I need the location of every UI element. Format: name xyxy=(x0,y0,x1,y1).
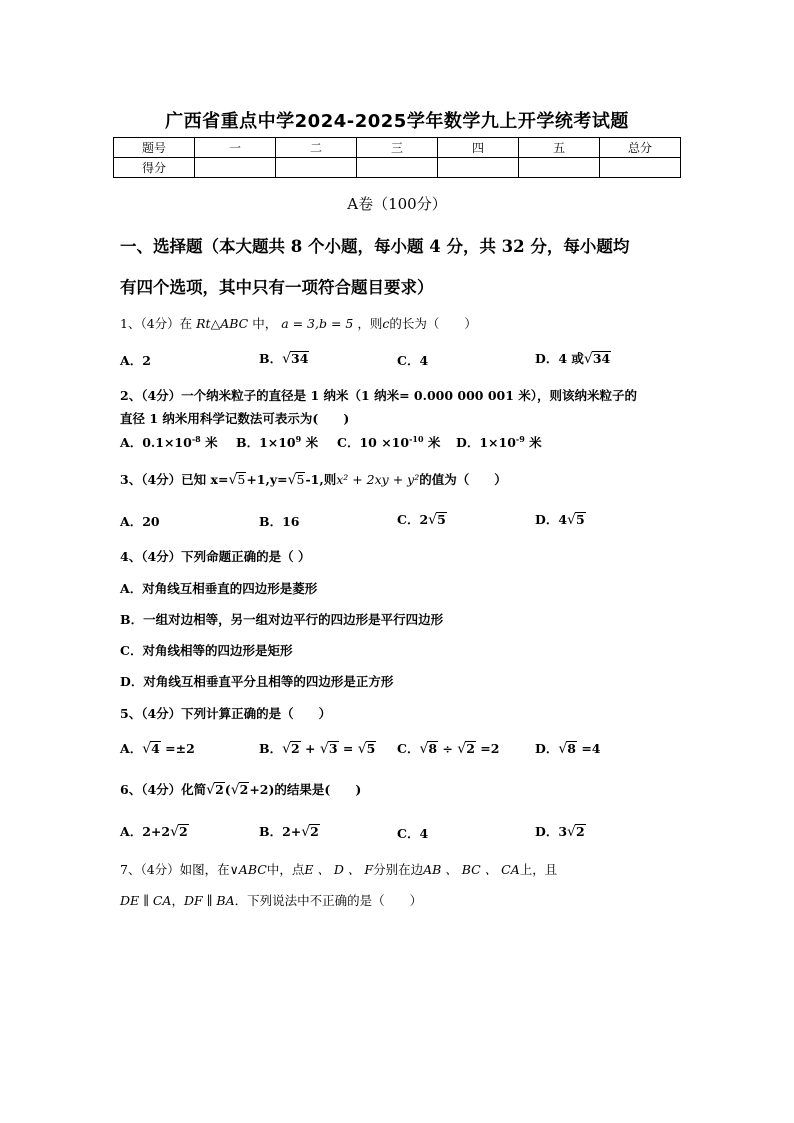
q1-b-pre: B． xyxy=(259,351,283,366)
q5-c-div: ÷ xyxy=(438,741,458,756)
sqrt-sign: √ xyxy=(170,824,179,840)
q5-b-pre: B． xyxy=(259,741,283,756)
q6-option-d xyxy=(535,822,586,840)
q2-c-unit: 米 xyxy=(423,435,441,450)
q7-triangle: ∨ABC xyxy=(229,862,267,877)
table-cell: 题号 xyxy=(114,138,195,158)
question-7-line2 xyxy=(120,891,422,909)
score-table-header xyxy=(114,138,681,158)
sqrt-sign: √ xyxy=(583,351,593,367)
q7-pre: 7、（4分）如图，在 xyxy=(120,862,230,877)
q5-option-c xyxy=(397,739,499,757)
q3-pre: 3、（4分）已知 x= xyxy=(120,472,229,487)
q1-triangle: Rt△ABC xyxy=(196,316,249,331)
sqrt-sign: √ xyxy=(428,512,438,528)
q1-option-c: C．4 xyxy=(397,353,429,368)
score-cell[interactable] xyxy=(357,158,438,178)
score-cell[interactable] xyxy=(600,158,681,178)
q5-d-pre: D． xyxy=(535,741,559,756)
question-5-stem: 5、（4分）下列计算正确的是（ ） xyxy=(120,706,332,721)
q3-d-pre: D．4 xyxy=(535,512,568,527)
q2-a-exp: -8 xyxy=(191,433,201,444)
q2-a-base: A．0.1×10 xyxy=(120,435,192,450)
q1-end: 的长为（ ） xyxy=(389,316,477,331)
q7-mid: 中，点 xyxy=(266,862,305,877)
q3-y-radicand: 5 xyxy=(296,472,305,487)
q6-end: +2)的结果是( ) xyxy=(249,782,362,797)
score-cell[interactable] xyxy=(438,158,519,178)
q1-d-radicand: 34 xyxy=(592,351,611,366)
table-cell: 五 xyxy=(519,138,600,158)
q2-c-base: C．10 ×10 xyxy=(337,435,410,450)
question-7-line1 xyxy=(120,860,557,878)
q5-c-r1: 8 xyxy=(428,741,438,756)
q3-d-radicand: 5 xyxy=(575,512,585,527)
score-table-row xyxy=(114,158,681,178)
q5-b-plus: + xyxy=(300,741,320,756)
q7-end: 上，且 xyxy=(519,862,558,877)
q6-pre: 6、（4分）化简 xyxy=(120,782,207,797)
q1-var: c xyxy=(382,316,390,331)
sqrt-sign: √ xyxy=(282,741,291,757)
q2-option-d xyxy=(456,433,542,451)
q1-option-b xyxy=(259,349,309,367)
q2-d-base: D．1×10 xyxy=(456,435,516,450)
q3-mid: +1,y= xyxy=(246,472,288,487)
score-cell[interactable] xyxy=(195,158,276,178)
table-cell: 三 xyxy=(357,138,438,158)
question-6-stem xyxy=(120,780,361,798)
q4-option-a: A．对角线互相垂直的四边形是菱形 xyxy=(120,581,318,596)
q5-option-b xyxy=(259,739,376,757)
q6-option-a xyxy=(120,822,189,840)
q5-d-post: =4 xyxy=(576,741,601,756)
q7-parallel-2: DF ∥ BA xyxy=(183,893,235,908)
q1-option-d xyxy=(535,349,611,367)
q1-pre: 1、（4分）在 xyxy=(120,316,193,331)
q7-comma: ， xyxy=(171,893,184,908)
q5-a-post: =±2 xyxy=(160,741,195,756)
q4-option-c: C．对角线相等的四边形是矩形 xyxy=(120,643,293,658)
q6-b-pre: B．2+ xyxy=(259,824,302,839)
q5-b-eq: = xyxy=(338,741,358,756)
q6-d-pre: D．3 xyxy=(535,824,568,839)
sqrt-sign: √ xyxy=(457,741,467,757)
q1-mid: 中， xyxy=(252,316,278,331)
sqrt-sign: √ xyxy=(558,741,568,757)
q6-option-b xyxy=(259,822,320,840)
q2-a-unit: 米 xyxy=(200,435,218,450)
q3-option-a: A．20 xyxy=(120,514,160,529)
sqrt-sign: √ xyxy=(230,782,240,798)
q2-option-c xyxy=(337,433,440,451)
q3-c-radicand: 5 xyxy=(437,512,446,527)
q2-c-exp: -10 xyxy=(409,433,424,444)
q1-condition: a = 3,b = 5 xyxy=(281,316,354,331)
q2-option-b xyxy=(236,433,318,451)
q5-c-pre: C． xyxy=(397,741,420,756)
q3-option-b: B．16 xyxy=(259,514,300,529)
q3-expression: x² + 2xy + y² xyxy=(336,472,420,487)
q6-rad2: 2 xyxy=(239,782,249,797)
q2-option-a xyxy=(120,433,218,451)
sqrt-sign: √ xyxy=(419,741,429,757)
q6-rad1: 2 xyxy=(215,782,224,797)
q4-option-b: B．一组对边相等，另一组对边平行的四边形是平行四边形 xyxy=(120,612,444,627)
section-heading-line2: 有四个选项，其中只有一项符合题目要求） xyxy=(120,278,434,297)
q1-b-radicand: 34 xyxy=(291,351,309,366)
section-heading-line1: 一、选择题（本大题共 8 个小题，每小题 4 分，共 32 分，每小题均 xyxy=(120,237,630,256)
q6-b-radicand: 2 xyxy=(310,824,319,839)
q6-mid: ( xyxy=(224,782,231,797)
sqrt-sign: √ xyxy=(357,741,367,757)
q2-b-base: B．1×10 xyxy=(236,435,296,450)
q5-b-r1: 2 xyxy=(291,741,300,756)
q3-option-c xyxy=(397,510,447,528)
table-cell: 二 xyxy=(276,138,357,158)
q7-mid2: 分别在边 xyxy=(373,862,424,877)
q3-option-d xyxy=(535,510,586,528)
table-cell: 一 xyxy=(195,138,276,158)
q6-a-radicand: 2 xyxy=(179,824,188,839)
q5-d-radicand: 8 xyxy=(567,741,576,756)
sqrt-sign: √ xyxy=(567,512,576,528)
q5-a-radicand: 4 xyxy=(151,741,160,756)
sqrt-sign: √ xyxy=(282,351,291,367)
q5-b-r2: 3 xyxy=(328,741,338,756)
q5-c-r2: 2 xyxy=(466,741,475,756)
q5-option-d xyxy=(535,739,601,757)
q6-d-radicand: 2 xyxy=(575,824,585,839)
q3-end: 的值为（ ） xyxy=(419,472,507,487)
q2-d-unit: 米 xyxy=(524,435,542,450)
table-cell: 四 xyxy=(438,138,519,158)
q7-sides: AB 、 BC 、 CA xyxy=(423,862,520,877)
sqrt-sign: √ xyxy=(228,472,238,488)
q2-b-unit: 米 xyxy=(301,435,319,450)
score-cell[interactable] xyxy=(519,158,600,178)
q2-d-exp: -9 xyxy=(515,433,525,444)
q3-x-radicand: 5 xyxy=(237,472,246,487)
q2-b-exp: 9 xyxy=(295,433,302,444)
paper-a-heading: A卷（100分） xyxy=(347,195,447,213)
question-2-line2: 直径 1 纳米用科学记数法可表示为( ) xyxy=(120,411,350,426)
exam-title: 广西省重点中学2024-2025学年数学九上开学统考试题 xyxy=(165,111,629,132)
question-1-stem xyxy=(120,314,477,332)
q3-mid2: -1,则 xyxy=(305,472,337,487)
q5-b-r3: 5 xyxy=(366,741,376,756)
sqrt-sign: √ xyxy=(206,782,216,798)
table-cell: 总分 xyxy=(600,138,681,158)
question-4-stem: 4、（4分）下列命题正确的是（ ） xyxy=(120,549,311,564)
q6-a-pre: A．2+2 xyxy=(120,824,171,839)
score-cell[interactable] xyxy=(276,158,357,178)
q5-c-post: =2 xyxy=(475,741,500,756)
q5-option-a xyxy=(120,739,195,757)
sqrt-sign: √ xyxy=(142,741,152,757)
q6-option-c: C．4 xyxy=(397,826,429,841)
sqrt-sign: √ xyxy=(567,824,576,840)
q7-line2-end: ．下列说法中不正确的是（ ） xyxy=(234,893,423,908)
question-2-line1: 2、（4分）一个纳米粒子的直径是 1 纳米（1 纳米= 0.000 000 001 米），则该纳米粒子的 xyxy=(120,388,638,403)
q7-points: E 、 D 、 F xyxy=(304,862,374,877)
sqrt-sign: √ xyxy=(301,824,311,840)
q1-option-a: A．2 xyxy=(120,353,151,368)
table-cell: 得分 xyxy=(114,158,195,178)
q4-option-d: D．对角线互相垂直平分且相等的四边形是正方形 xyxy=(120,674,394,689)
q5-a-pre: A． xyxy=(120,741,143,756)
q7-parallel-1: DE ∥ CA xyxy=(120,893,172,908)
q1-d-pre: D．4 或 xyxy=(535,351,584,366)
score-table xyxy=(113,137,681,178)
sqrt-sign: √ xyxy=(287,472,297,488)
sqrt-sign: √ xyxy=(319,741,329,757)
q1-post: ，则 xyxy=(357,316,383,331)
question-3-stem xyxy=(120,470,507,488)
q3-c-pre: C．2 xyxy=(397,512,429,527)
